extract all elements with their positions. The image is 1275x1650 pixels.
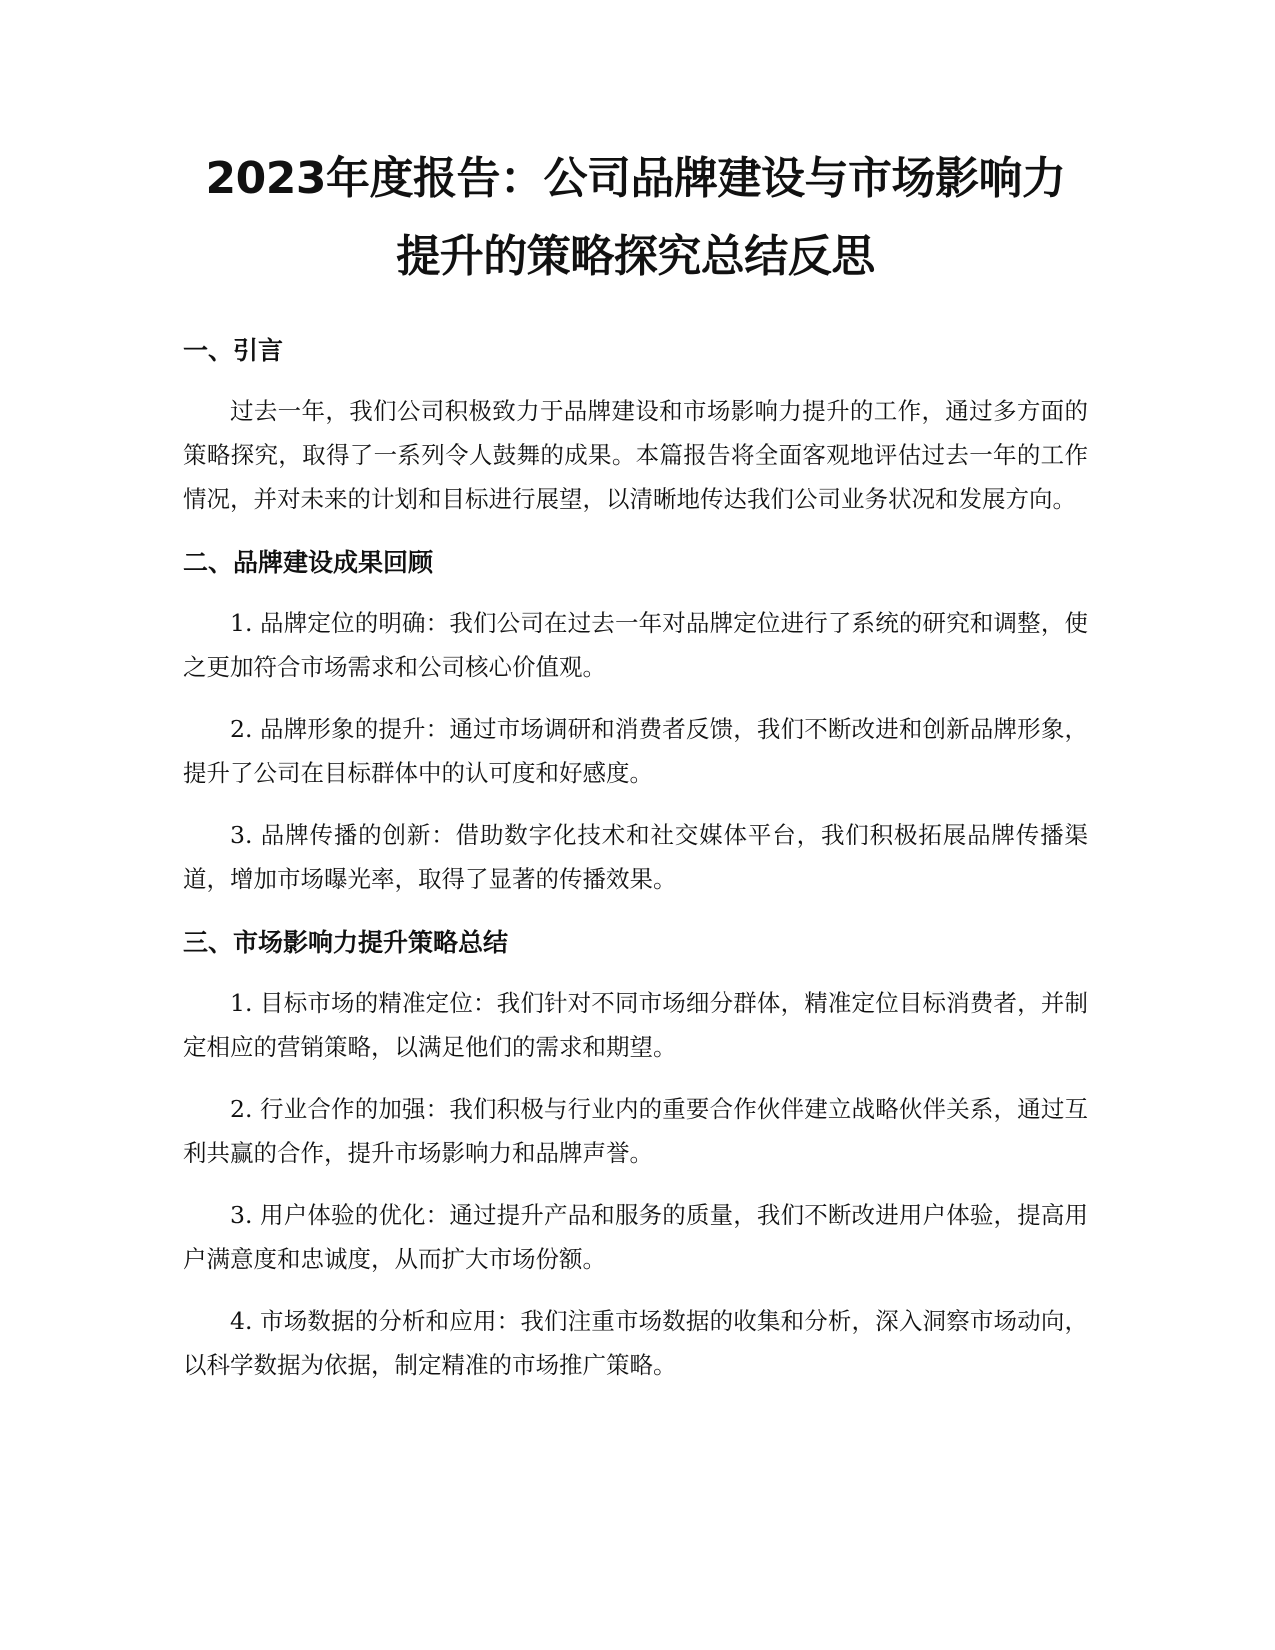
document-page	[183, 140, 1088, 1387]
list-item: 1. 目标市场的精准定位：我们针对不同市场细分群体，精准定位目标消费者，并制定相应的营销策略，以满足他们的需求和期望。	[183, 989, 1088, 1061]
section-market-strategy	[183, 923, 1088, 1387]
section-heading: 一、引言	[183, 336, 284, 365]
document-title	[183, 140, 1088, 296]
list-item: 2. 行业合作的加强：我们积极与行业内的重要合作伙伴建立战略伙伴关系，通过互利共赢的合作，提升市场影响力和品牌声誉。	[183, 1095, 1088, 1167]
title-line-1: 2023年度报告：公司品牌建设与市场影响力	[205, 153, 1066, 204]
section-brand-review	[183, 543, 1088, 901]
section-introduction	[183, 331, 1088, 521]
section-heading: 二、品牌建设成果回顾	[183, 548, 434, 577]
numbered-list	[183, 981, 1088, 1387]
title-line-2: 提升的策略探究总结反思	[396, 231, 875, 282]
list-item: 3. 品牌传播的创新：借助数字化技术和社交媒体平台，我们积极拓展品牌传播渠道，增加市场曝光率，取得了显著的传播效果。	[183, 821, 1088, 893]
paragraph: 过去一年，我们公司积极致力于品牌建设和市场影响力提升的工作，通过多方面的策略探究，取得了一系列令人鼓舞的成果。本篇报告将全面客观地评估过去一年的工作情况，并对未来的计划和目标进行展望，以清晰地传达我们公司业务状况和发展方向。	[183, 397, 1088, 513]
list-item: 3. 用户体验的优化：通过提升产品和服务的质量，我们不断改进用户体验，提高用户满意度和忠诚度，从而扩大市场份额。	[183, 1201, 1088, 1273]
list-item: 1. 品牌定位的明确：我们公司在过去一年对品牌定位进行了系统的研究和调整，使之更加符合市场需求和公司核心价值观。	[183, 609, 1088, 681]
section-heading: 三、市场影响力提升策略总结	[183, 928, 509, 957]
numbered-list	[183, 601, 1088, 901]
list-item: 4. 市场数据的分析和应用：我们注重市场数据的收集和分析，深入洞察市场动向，以科学数据为依据，制定精准的市场推广策略。	[183, 1307, 1088, 1379]
list-item: 2. 品牌形象的提升：通过市场调研和消费者反馈，我们不断改进和创新品牌形象，提升了公司在目标群体中的认可度和好感度。	[183, 715, 1088, 787]
